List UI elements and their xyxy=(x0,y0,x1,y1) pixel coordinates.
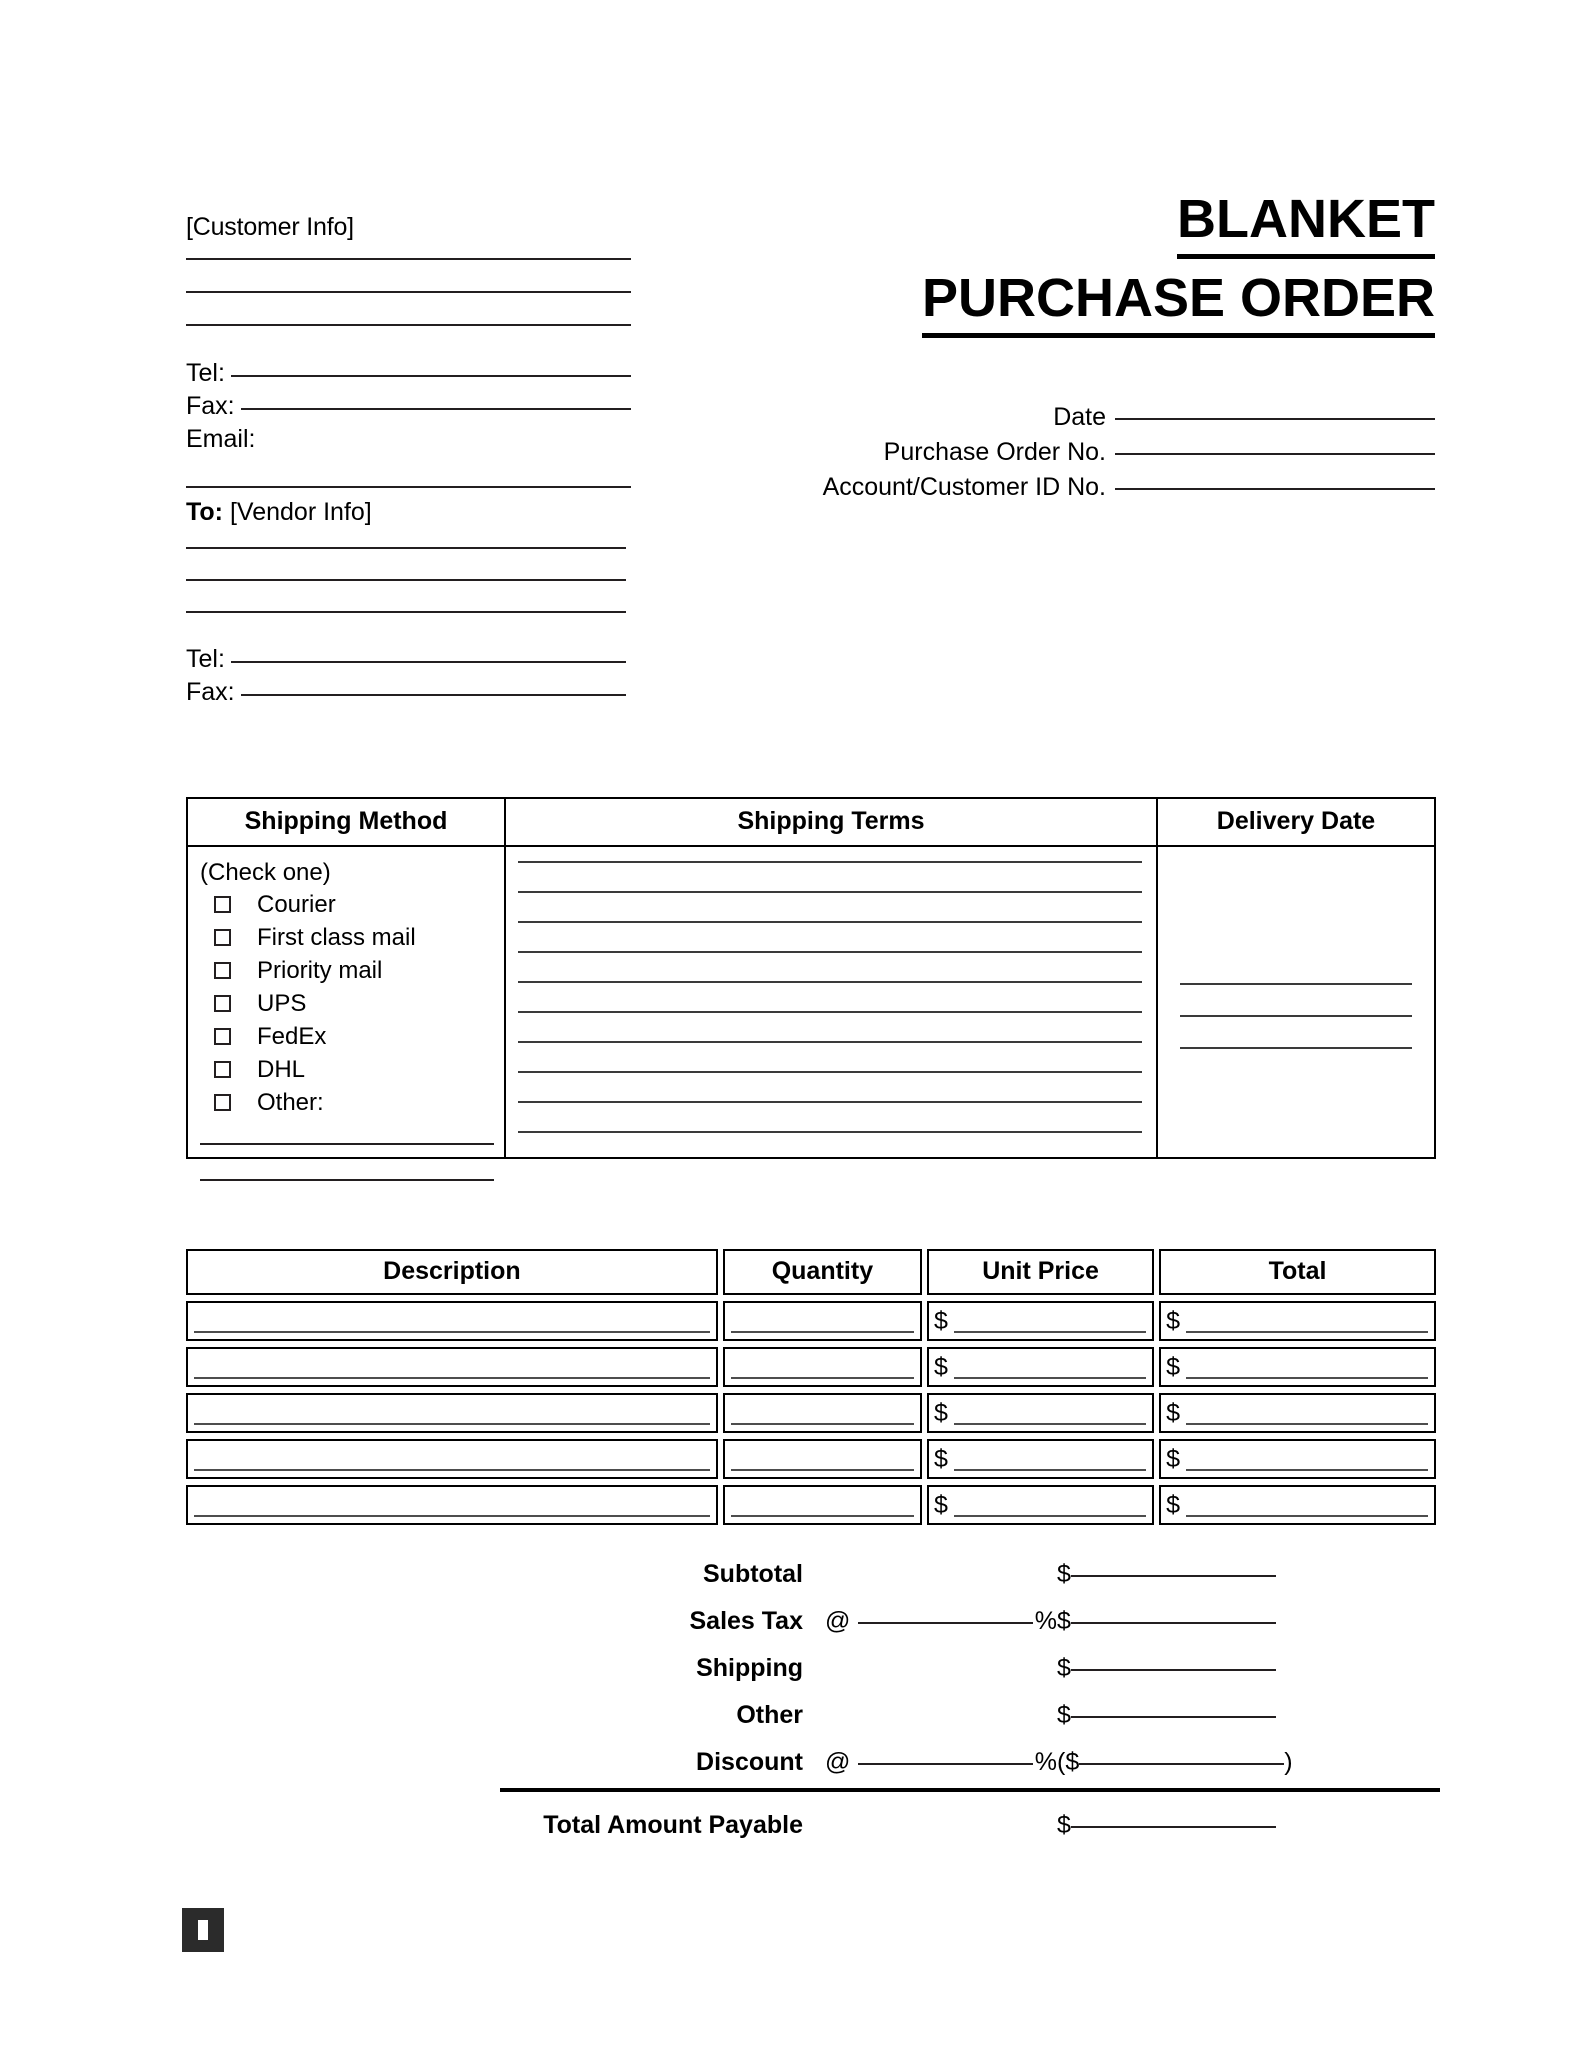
write-line xyxy=(194,1331,710,1333)
currency-prefix: $ xyxy=(1057,1560,1071,1588)
page-title xyxy=(922,186,1435,338)
write-line xyxy=(194,1377,710,1379)
at-symbol: @ xyxy=(825,1607,851,1635)
shipping-terms-lines xyxy=(518,861,1142,1133)
totals-row-subtotal xyxy=(500,1560,1440,1607)
purchase-order-no-label: Purchase Order No. xyxy=(883,438,1106,466)
date-label: Date xyxy=(1053,403,1106,431)
shipping-option-label: Courier xyxy=(257,891,336,918)
checkbox-icon[interactable] xyxy=(214,1061,231,1078)
write-line xyxy=(1186,1423,1428,1425)
column-header-quantity: Quantity xyxy=(723,1249,922,1295)
other-field[interactable] xyxy=(1071,1716,1276,1718)
account-id-label: Account/Customer ID No. xyxy=(822,473,1106,501)
totals-label: Other xyxy=(736,1701,803,1729)
grand-total-label: Total Amount Payable xyxy=(543,1811,803,1839)
shipping-option-priority-mail[interactable] xyxy=(200,954,504,987)
currency-prefix: $ xyxy=(1057,1701,1071,1729)
cell-unit-price[interactable] xyxy=(927,1439,1154,1479)
delivery-date-line[interactable] xyxy=(1180,983,1412,985)
cell-total[interactable] xyxy=(1159,1347,1436,1387)
shipping-option-dhl[interactable] xyxy=(200,1053,504,1086)
checkbox-icon[interactable] xyxy=(214,995,231,1012)
line-items-table xyxy=(186,1249,1436,1525)
percent-symbol: % xyxy=(1034,1607,1057,1635)
vendor-address-line-3[interactable] xyxy=(186,611,626,613)
shipping-terms-line[interactable] xyxy=(518,1101,1142,1103)
date-field[interactable] xyxy=(1115,418,1435,420)
shipping-terms-line[interactable] xyxy=(518,891,1142,893)
sales-tax-rate-group xyxy=(825,1607,1057,1636)
cell-quantity[interactable] xyxy=(723,1485,922,1525)
totals-label: Subtotal xyxy=(703,1560,803,1588)
checkbox-icon[interactable] xyxy=(214,929,231,946)
column-header-shipping-terms: Shipping Terms xyxy=(506,799,1158,845)
shipping-option-ups[interactable] xyxy=(200,987,504,1020)
cell-quantity[interactable] xyxy=(723,1301,922,1341)
currency-symbol: $ xyxy=(934,1399,948,1427)
shipping-terms-line[interactable] xyxy=(518,1071,1142,1073)
shipping-method-other-lines xyxy=(200,1143,504,1181)
column-header-shipping-method: Shipping Method xyxy=(188,799,506,845)
logo-notch-right xyxy=(208,1920,224,1952)
shipping-table xyxy=(186,797,1436,1159)
write-line xyxy=(194,1423,710,1425)
totals-amount xyxy=(1057,1560,1440,1589)
shipping-terms-line[interactable] xyxy=(518,1131,1142,1133)
currency-prefix: $ xyxy=(1057,1654,1071,1682)
shipping-terms-line[interactable] xyxy=(518,951,1142,953)
totals-section xyxy=(500,1560,1440,1858)
shipping-option-label: DHL xyxy=(257,1056,306,1083)
discount-rate-group xyxy=(825,1748,1057,1777)
totals-label: Shipping xyxy=(696,1654,803,1682)
totals-row-shipping xyxy=(500,1654,1440,1701)
customer-fax-label: Fax: xyxy=(186,392,235,420)
totals-row-sales-tax xyxy=(500,1607,1440,1654)
vendor-fax-field[interactable] xyxy=(241,694,626,696)
totals-amount xyxy=(1057,1811,1440,1840)
vendor-info-label: [Vendor Info] xyxy=(229,498,372,526)
cell-quantity[interactable] xyxy=(723,1439,922,1479)
date-row xyxy=(835,400,1435,435)
shipping-option-label: Priority mail xyxy=(257,957,383,984)
column-header-delivery-date: Delivery Date xyxy=(1216,807,1376,835)
shipping-method-other-line-2[interactable] xyxy=(200,1179,494,1181)
shipping-terms-line[interactable] xyxy=(518,981,1142,983)
write-line xyxy=(954,1331,1146,1333)
checkbox-icon[interactable] xyxy=(214,962,231,979)
cell-unit-price[interactable] xyxy=(927,1393,1154,1433)
vendor-tel-label: Tel: xyxy=(186,645,225,673)
page-title-line2: PURCHASE ORDER xyxy=(922,265,1435,338)
customer-address-line-1[interactable] xyxy=(186,258,631,260)
shipping-field[interactable] xyxy=(1071,1669,1276,1671)
account-id-field[interactable] xyxy=(1115,488,1435,490)
totals-amount xyxy=(1057,1701,1440,1730)
vendor-tel-row xyxy=(186,643,626,676)
currency-symbol: $ xyxy=(1166,1307,1181,1335)
customer-info-label: [Customer Info] xyxy=(186,213,354,241)
currency-symbol: $ xyxy=(934,1353,948,1381)
write-line xyxy=(194,1469,710,1471)
customer-fax-row xyxy=(186,390,631,423)
grand-total-field[interactable] xyxy=(1071,1826,1276,1828)
shipping-option-label: First class mail xyxy=(257,924,416,951)
currency-symbol: $ xyxy=(1166,1399,1181,1427)
cell-total[interactable] xyxy=(1159,1301,1436,1341)
table-row xyxy=(186,1387,1436,1433)
vendor-address-line-1[interactable] xyxy=(186,547,626,549)
customer-info-block xyxy=(186,212,631,488)
vendor-fax-row xyxy=(186,676,626,709)
shipping-terms-line[interactable] xyxy=(518,861,1142,863)
currency-symbol: $ xyxy=(1166,1491,1181,1519)
customer-email-label: Email: xyxy=(186,425,256,453)
vendor-fax-label: Fax: xyxy=(186,678,235,706)
totals-amount xyxy=(1057,1654,1440,1683)
shipping-method-cell xyxy=(188,847,506,1157)
column-header-description: Description xyxy=(186,1249,718,1295)
purchase-order-no-row xyxy=(835,435,1435,470)
currency-symbol: $ xyxy=(1166,1353,1181,1381)
currency-symbol: $ xyxy=(934,1445,948,1473)
customer-tel-label: Tel: xyxy=(186,359,225,387)
percent-symbol: % xyxy=(1034,1748,1057,1776)
write-line xyxy=(954,1469,1146,1471)
write-line xyxy=(731,1515,914,1517)
cell-unit-price[interactable] xyxy=(927,1301,1154,1341)
vendor-address-line-2[interactable] xyxy=(186,579,626,581)
discount-rate-field[interactable] xyxy=(858,1763,1032,1765)
sales-tax-field[interactable] xyxy=(1071,1622,1276,1624)
line-items-header xyxy=(186,1249,1436,1295)
purchase-order-no-field[interactable] xyxy=(1115,453,1435,455)
currency-prefix: $ xyxy=(1057,1811,1071,1839)
cell-description[interactable] xyxy=(186,1347,718,1387)
customer-tel-field[interactable] xyxy=(231,375,631,377)
totals-row-grand-total xyxy=(500,1811,1440,1858)
customer-email-field[interactable] xyxy=(186,486,631,488)
cell-unit-price[interactable] xyxy=(927,1347,1154,1387)
at-symbol: @ xyxy=(825,1748,851,1776)
column-header-total: Total xyxy=(1159,1249,1436,1295)
totals-row-other xyxy=(500,1701,1440,1748)
customer-address-line-2[interactable] xyxy=(186,291,631,293)
customer-fax-field[interactable] xyxy=(241,408,631,410)
currency-prefix: $ xyxy=(1057,1607,1071,1635)
shipping-method-other-line-1[interactable] xyxy=(200,1143,494,1145)
checkbox-icon[interactable] xyxy=(214,1028,231,1045)
delivery-date-line[interactable] xyxy=(1180,1047,1412,1049)
totals-label: Discount xyxy=(696,1748,803,1776)
shipping-table-header xyxy=(188,799,1434,847)
write-line xyxy=(954,1377,1146,1379)
table-row xyxy=(186,1295,1436,1341)
write-line xyxy=(731,1331,914,1333)
delivery-date-cell xyxy=(1158,847,1434,1157)
currency-symbol: $ xyxy=(1166,1445,1181,1473)
shipping-option-courier[interactable] xyxy=(200,888,504,921)
delivery-date-line[interactable] xyxy=(1180,1015,1412,1017)
write-line xyxy=(731,1377,914,1379)
vendor-tel-field[interactable] xyxy=(231,661,626,663)
sales-tax-rate-field[interactable] xyxy=(858,1622,1032,1624)
shipping-option-label: FedEx xyxy=(257,1023,327,1050)
customer-tel-row xyxy=(186,357,631,390)
vendor-info-heading xyxy=(186,497,626,527)
shipping-terms-cell xyxy=(506,847,1158,1157)
cell-description[interactable] xyxy=(186,1393,718,1433)
check-one-hint: (Check one) xyxy=(200,859,331,886)
shipping-option-label: UPS xyxy=(257,990,307,1017)
cell-total[interactable] xyxy=(1159,1485,1436,1525)
shipping-terms-line[interactable] xyxy=(518,1011,1142,1013)
totals-label: Sales Tax xyxy=(689,1607,803,1635)
customer-address-line-3[interactable] xyxy=(186,324,631,326)
shipping-option-other[interactable] xyxy=(200,1086,504,1119)
shipping-option-first-class-mail[interactable] xyxy=(200,921,504,954)
subtotal-field[interactable] xyxy=(1071,1575,1276,1577)
write-line xyxy=(1186,1469,1428,1471)
shipping-table-body xyxy=(188,847,1434,1157)
customer-address-lines xyxy=(186,258,631,326)
currency-prefix: ($ xyxy=(1057,1748,1080,1776)
write-line xyxy=(731,1423,914,1425)
vendor-info-block xyxy=(186,497,626,709)
account-id-row xyxy=(822,470,1435,505)
write-line xyxy=(731,1469,914,1471)
write-line xyxy=(954,1423,1146,1425)
table-row xyxy=(186,1479,1436,1525)
vendor-address-lines xyxy=(186,547,626,613)
totals-amount xyxy=(1057,1748,1440,1777)
currency-symbol: $ xyxy=(934,1491,948,1519)
legal-templates-logo-icon xyxy=(182,1908,224,1952)
cell-quantity[interactable] xyxy=(723,1347,922,1387)
shipping-option-fedex[interactable] xyxy=(200,1020,504,1053)
cell-total[interactable] xyxy=(1159,1393,1436,1433)
currency-suffix: ) xyxy=(1284,1748,1293,1776)
totals-amount xyxy=(1057,1607,1440,1636)
vendor-to-label: To: xyxy=(186,498,224,526)
cell-quantity[interactable] xyxy=(723,1393,922,1433)
cell-description[interactable] xyxy=(186,1301,718,1341)
page-title-line1: BLANKET xyxy=(1177,186,1435,259)
delivery-date-lines xyxy=(1180,983,1412,1079)
checkbox-icon[interactable] xyxy=(214,896,231,913)
totals-divider xyxy=(500,1788,1440,1792)
shipping-option-label: Other: xyxy=(257,1089,324,1116)
write-line xyxy=(1186,1377,1428,1379)
shipping-terms-line[interactable] xyxy=(518,1041,1142,1043)
write-line xyxy=(954,1515,1146,1517)
cell-description[interactable] xyxy=(186,1439,718,1479)
shipping-terms-line[interactable] xyxy=(518,921,1142,923)
table-row xyxy=(186,1341,1436,1387)
write-line xyxy=(1186,1331,1428,1333)
cell-description[interactable] xyxy=(186,1485,718,1525)
currency-symbol: $ xyxy=(934,1307,948,1335)
write-line xyxy=(194,1515,710,1517)
column-header-unit-price: Unit Price xyxy=(927,1249,1154,1295)
table-row xyxy=(186,1433,1436,1479)
checkbox-icon[interactable] xyxy=(214,1094,231,1111)
cell-total[interactable] xyxy=(1159,1439,1436,1479)
write-line xyxy=(1186,1515,1428,1517)
order-meta-block xyxy=(822,400,1435,505)
cell-unit-price[interactable] xyxy=(927,1485,1154,1525)
discount-field[interactable] xyxy=(1079,1763,1284,1765)
